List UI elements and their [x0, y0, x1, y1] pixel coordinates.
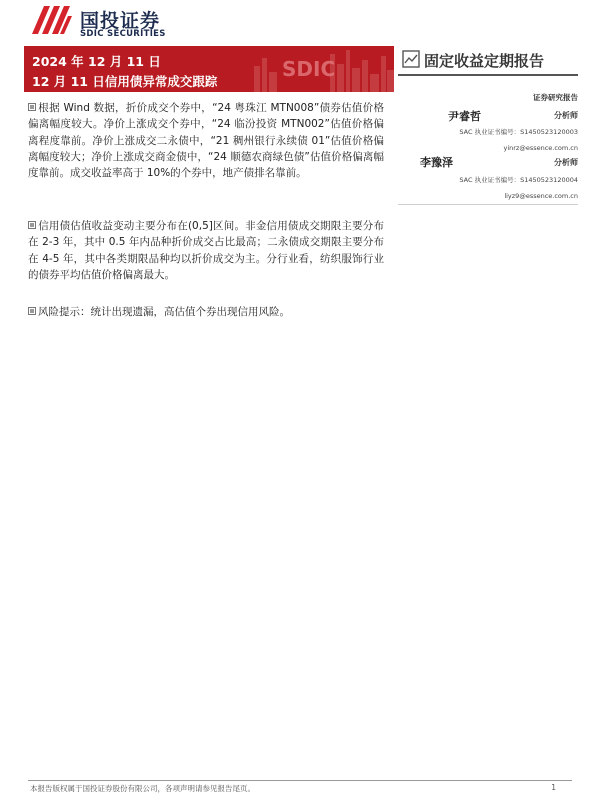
logo-cn-name: 国投证券	[80, 10, 161, 32]
analyst-cert: SAC 执业证书编号：S1450523120004	[459, 176, 578, 184]
bullet-icon	[28, 103, 36, 111]
logo-en-name: SDIC SECURITIES	[80, 29, 166, 39]
report-type-header	[402, 48, 582, 74]
research-report-label: 证券研究报告	[533, 93, 578, 102]
report-type-divider	[398, 74, 578, 76]
summary-paragraph-2	[28, 218, 384, 283]
city-skyline-decoration	[244, 46, 394, 92]
bullet-icon	[28, 307, 36, 315]
report-date: 2024 年 12 月 11 日	[32, 54, 161, 69]
analyst-title: 分析师	[554, 158, 578, 167]
analyst-name: 李豫泽	[420, 156, 453, 169]
summary-paragraph-1	[28, 100, 384, 181]
page-number: 1	[551, 783, 556, 792]
chart-icon	[402, 50, 420, 68]
footer-divider	[28, 780, 572, 781]
header-banner	[24, 46, 394, 92]
bullet-icon	[28, 221, 36, 229]
analyst-title: 分析师	[554, 111, 578, 120]
report-type-label: 固定收益定期报告	[424, 52, 545, 70]
analyst-email-link[interactable]: yinrz@essence.com.cn	[503, 144, 578, 152]
banner-watermark: SDIC	[282, 57, 336, 81]
paragraph-text: 根据 Wind 数据，折价成交个券中，“24 粤珠江 MTN008”债券估值价格偏离幅度较大。净价上涨成交个券中，“24 临汾投资 MTN002”估值价格偏离程度靠前。净价上涨成交二永债中，“21 稠州银行永续债 01”估值价格偏离幅度较大；净价上涨成交商金债中，“24 顺德农商绿色债”估值价格偏离幅度靠前。成交收益率高于 10%的个券中，地产债排名靠前。	[28, 102, 384, 180]
analyst-name: 尹睿哲	[448, 110, 481, 123]
footer-disclaimer: 本报告版权属于国投证券股份有限公司，各项声明请参见报告尾页。	[30, 784, 255, 793]
sdic-logo-icon	[30, 4, 74, 36]
analyst-cert: SAC 执业证书编号：S1450523120003	[459, 128, 578, 136]
company-logo	[30, 4, 200, 42]
paragraph-text: 风险提示：统计出现遗漏，高估值个券出现信用风险。	[38, 306, 290, 318]
analyst-email-link[interactable]: liyz9@essence.com.cn	[504, 192, 578, 200]
report-title: 12 月 11 日信用债异常成交跟踪	[32, 74, 218, 89]
risk-warning-paragraph	[28, 304, 384, 320]
sidebar-divider	[398, 204, 578, 205]
paragraph-text: 信用债估值收益变动主要分布在(0,5]区间。非金信用债成交期限主要分布在 2-3 年，其中 0.5 年内品种折价成交占比最高；二永债成交期限主要分布在 4-5 年，其中各类期限品种均以折价成交为主。分行业看，纺织服饰行业的债券平均估值价格偏离最大。	[28, 220, 384, 281]
